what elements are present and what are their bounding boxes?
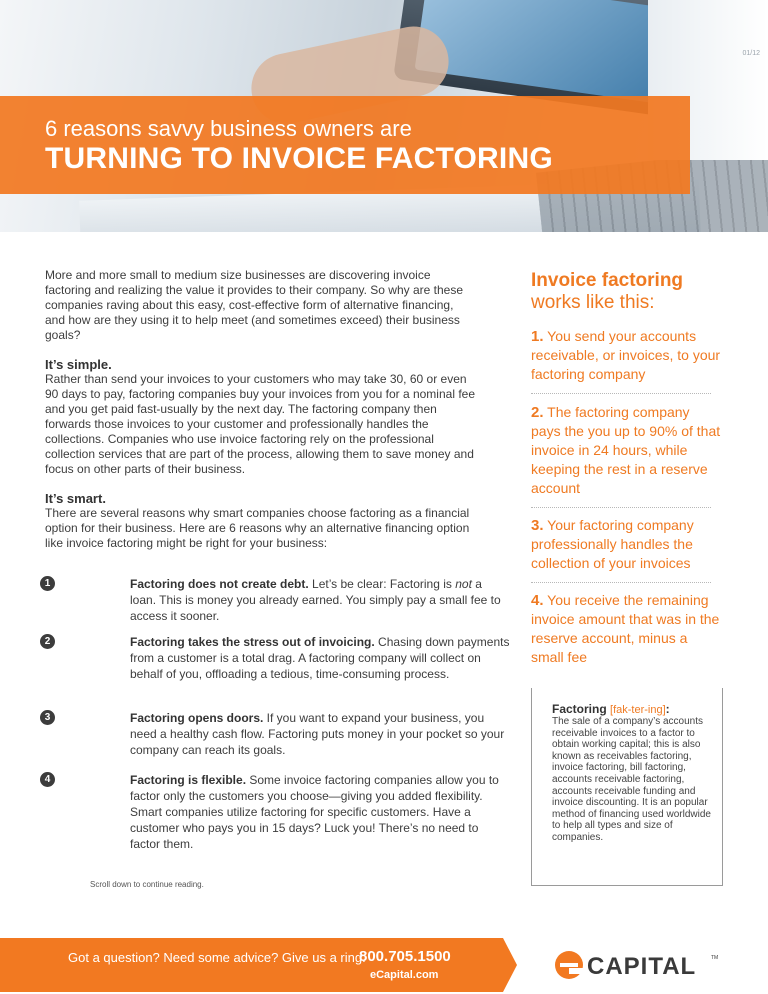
smart-body: There are several reasons why smart companies choose factoring as a financial option for their business. Here are 6 reasons why an alternative financing option like invoice factoring might be right for your business:	[45, 506, 470, 550]
sidebar-title-regular: works like this:	[531, 292, 655, 313]
footer-bar	[0, 938, 503, 992]
sidebar-heading	[531, 270, 721, 314]
sidebar-step	[531, 591, 721, 667]
step-text: Your factoring company professionally handles the collection of your invoices	[531, 517, 694, 571]
reason-text	[130, 772, 510, 852]
reason-number-badge: 3	[40, 710, 55, 725]
sidebar-step	[531, 403, 721, 498]
hero-tablet-screen	[415, 0, 686, 106]
footer-question: Got a question? Need some advice? Give us a ring.	[68, 950, 366, 965]
footer-arrow	[503, 938, 517, 992]
logo-trademark: TM	[711, 955, 719, 961]
reason-title: Factoring opens doors.	[130, 711, 264, 725]
reason-body: Some invoice factoring companies allow you to factor only the customers you choose—giving you added flexibility. Smart companies utilize factoring for specific customers. Have a customer who pays you in 15 days? Luck you! There’s no need to factor them.	[130, 773, 499, 851]
step-number: 1.	[531, 328, 544, 345]
logo-wordmark: CAPITAL	[587, 953, 697, 980]
reason-number-badge: 1	[40, 576, 55, 591]
banner-subtitle: 6 reasons savvy business owners are	[45, 116, 412, 141]
definition-term: Factoring	[552, 702, 607, 716]
step-number: 2.	[531, 404, 544, 421]
footer-phone-link[interactable]: 800.705.1500	[359, 948, 451, 965]
step-text: You receive the remaining invoice amount that was in the reserve account, minus a small fee	[531, 592, 720, 665]
reason-text	[130, 710, 510, 758]
step-divider	[531, 506, 711, 508]
intro-paragraph: More and more small to medium size businesses are discovering invoice factoring and realizing the value it provides to their company. So why are these companies raving about this easy, cost-effective form of alternative financing, and how are they using it to help meet (and sometimes exceed) their business goals?	[45, 268, 464, 342]
step-number: 4.	[531, 592, 544, 609]
logo-e-icon	[555, 951, 583, 979]
step-text: You send your accounts receivable, or invoices, to your factoring company	[531, 328, 721, 382]
reason-body-end: a loan. This is money you already earned. You simply pay a small fee to access it sooner.	[130, 577, 501, 623]
definition-box	[531, 688, 723, 886]
reason-text	[130, 634, 510, 682]
step-divider	[531, 581, 711, 583]
reason-body: Chasing down payments from a customer is a total drag. A factoring company will collect on behalf of you, offloading a tedious, time-consuming process.	[130, 635, 510, 681]
reason-title: Factoring is flexible.	[130, 773, 247, 787]
simple-body: Rather than send your invoices to your customers who may take 30, 60 or even 90 days to pay, factoring companies buy your invoices from you for a nominal fee and you get paid fast-usually by the next day. The factoring company then forwards those invoices to your customer and professionally handles the collections. Companies who use invoice factoring rely on the professional collection services that are part of the process, allowing them to save money and focus on other parts of their business.	[45, 372, 476, 476]
sidebar-step	[531, 327, 721, 384]
reason-body: If you want to expand your business, you need a healthy cash flow. Factoring puts money in your pocket so your company can reach its goals.	[130, 711, 505, 757]
reason-number-badge: 2	[40, 634, 55, 649]
step-divider	[531, 392, 711, 394]
title-banner	[0, 96, 690, 194]
reason-title: Factoring takes the stress out of invoicing.	[130, 635, 375, 649]
reason-emphasis: not	[455, 577, 472, 591]
footer-website-link[interactable]: eCapital.com	[370, 969, 439, 981]
step-number: 3.	[531, 517, 544, 534]
simple-heading: It’s simple.	[45, 357, 112, 372]
step-text: The factoring company pays the you up to 90% of that invoice in 24 hours, while keeping the rest in a reserve account	[531, 404, 721, 496]
page-number: 01/12	[742, 50, 760, 57]
sidebar-title-bold: Invoice factoring	[531, 270, 684, 291]
scroll-note: Scroll down to continue reading.	[90, 880, 204, 889]
sidebar-step	[531, 516, 721, 573]
definition-colon: :	[665, 702, 670, 716]
smart-heading: It’s smart.	[45, 491, 106, 506]
main-article	[45, 268, 475, 551]
reason-title: Factoring does not create debt.	[130, 577, 309, 591]
definition-pronunciation: [fak-ter-ing]	[610, 704, 666, 716]
banner-title: TURNING TO INVOICE FACTORING	[45, 142, 553, 175]
definition-text: The sale of a company’s accounts receivable invoices to a factor to obtain working capital; this is also known as receivables factoring, invoice factoring, bill factoring, accounts receivable factoring, accounts receivable funding and invoice discounting. It is an popular method of financing used worldwide to help all types and size of companies.	[552, 716, 711, 843]
definition-term-line	[552, 702, 670, 716]
reason-number-badge: 4	[40, 772, 55, 787]
reason-text	[130, 576, 510, 624]
reason-body: Let’s be clear: Factoring is	[308, 577, 456, 591]
